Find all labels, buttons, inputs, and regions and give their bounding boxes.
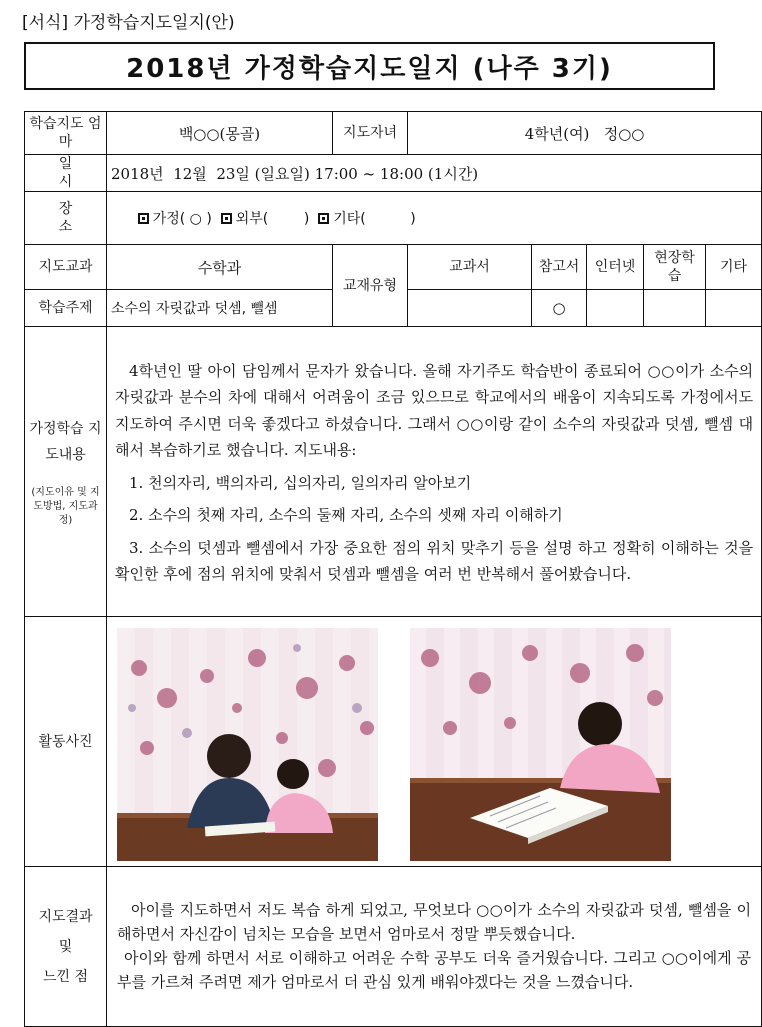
content-label: 가정학습 지도내용 [29, 420, 102, 463]
content-sub-label: (지도이유 및 지도방법, 지도과정) [31, 486, 100, 526]
result-paragraph-2: 아이와 함께 하면서 서로 이해하고 어려운 수학 공부도 더욱 즐거웠습니다. 그리고 ○○이에게 공부를 가르쳐 주려면 제가 엄마로서 더 관심 있게 배워야겠다는 것을 느꼈습니다. [117, 948, 752, 991]
place-label: 장 소 [25, 192, 107, 245]
material-textbook: 교과서 [408, 245, 532, 290]
subject-label: 지도교과 [25, 245, 107, 290]
row-mother-child [25, 112, 762, 155]
photos-cell [107, 617, 762, 867]
datetime-value: 2018년 12월 23일 (일요일) 17:00 ~ 18:00 (1시간) [107, 155, 762, 192]
row-photos [25, 617, 762, 867]
datetime-label: 일 시 [25, 155, 107, 192]
material-internet: 인터넷 [587, 245, 644, 290]
result-label-2: 및 [58, 938, 73, 955]
result-body [107, 867, 762, 1027]
document-title: 2018년 가정학습지도일지 (나주 3기) [24, 42, 715, 90]
content-item-1: 1. 천의자리, 백의자리, 십의자리, 일의자리 알아보기 [129, 473, 472, 492]
row-result [25, 867, 762, 1027]
content-body [107, 327, 762, 617]
mark-field-study [644, 290, 706, 327]
photo-daughter-writing [410, 628, 671, 861]
material-other: 기타 [706, 245, 762, 290]
child-label: 지도자녀 [333, 112, 408, 155]
subject-value: 수학과 [107, 245, 333, 290]
material-type-label: 교재유형 [333, 245, 408, 327]
place-option-other: 기타( ) [333, 211, 416, 227]
activity-photo-1 [117, 628, 378, 861]
child-value: 4학년(여) 정○○ [408, 112, 762, 155]
row-content [25, 327, 762, 617]
learning-log-table [24, 111, 762, 1027]
place-option-outside: 외부( ) [235, 211, 310, 227]
checkbox-outside[interactable] [221, 213, 232, 224]
mother-value: 백○○(몽골) [107, 112, 333, 155]
mark-textbook [408, 290, 532, 327]
row-datetime [25, 155, 762, 192]
place-options [107, 192, 762, 245]
row-subject [25, 245, 762, 290]
place-option-home: 가정( ○ ) [152, 211, 212, 227]
content-item-2: 2. 소수의 첫째 자리, 소수의 둘째 자리, 소수의 셋째 자리 이해하기 [129, 506, 563, 524]
content-item-3: 3. 소수의 덧셈과 뺄셈에서 가장 중요한 점의 위치 맞추기 등을 설명 하고 정확히 이해하는 것을 확인한 후에 점의 위치에 맞춰서 덧셈과 뺄셈을 여러 번 반복해서 풀어봤습니다. [115, 538, 754, 583]
mother-label: 학습지도 엄마 [25, 112, 107, 155]
photos-label: 활동사진 [25, 617, 107, 867]
checkbox-home[interactable] [138, 213, 149, 224]
activity-photo-2 [410, 628, 671, 861]
material-reference: 참고서 [532, 245, 587, 290]
result-label-3: 느낀 점 [42, 968, 89, 985]
material-field-study: 현장학습 [644, 245, 706, 290]
photo-mother-daughter-studying [117, 628, 378, 861]
result-label-cell [25, 867, 107, 1027]
content-paragraph: 4학년인 딸 아이 담임께서 문자가 왔습니다. 올해 자기주도 학습반이 종료되어 ○○이가 소수의 자릿값과 분수의 차에 대해서 어려움이 조금 있으므로 학교에서의 배움이 지속되도록 가정에서도 지도하여 주시면 더욱 좋겠다고 하셨습니다. 그래서 ○○이랑 같이 소수의 자릿값과 덧셈, 뺄셈 대해서 복습하기로 했습니다. 지도내용: [115, 361, 754, 459]
mark-internet [587, 290, 644, 327]
result-label-1: 지도결과 [38, 908, 93, 925]
mark-reference: ○ [532, 290, 587, 327]
content-label-cell [25, 327, 107, 617]
mark-other [706, 290, 762, 327]
row-place [25, 192, 762, 245]
topic-value: 소수의 자릿값과 덧셈, 뺄셈 [107, 290, 333, 327]
topic-label: 학습주제 [25, 290, 107, 327]
form-label: [서식] 가정학습지도일지(안) [22, 13, 235, 33]
result-paragraph-1: 아이를 지도하면서 저도 복습 하게 되었고, 무엇보다 ○○이가 소수의 자릿값과 덧셈, 뺄셈을 이해하면서 자신감이 넘치는 모습을 보면서 엄마로서 정말 뿌듯했습니다. [117, 900, 752, 943]
checkbox-other[interactable] [318, 213, 329, 224]
